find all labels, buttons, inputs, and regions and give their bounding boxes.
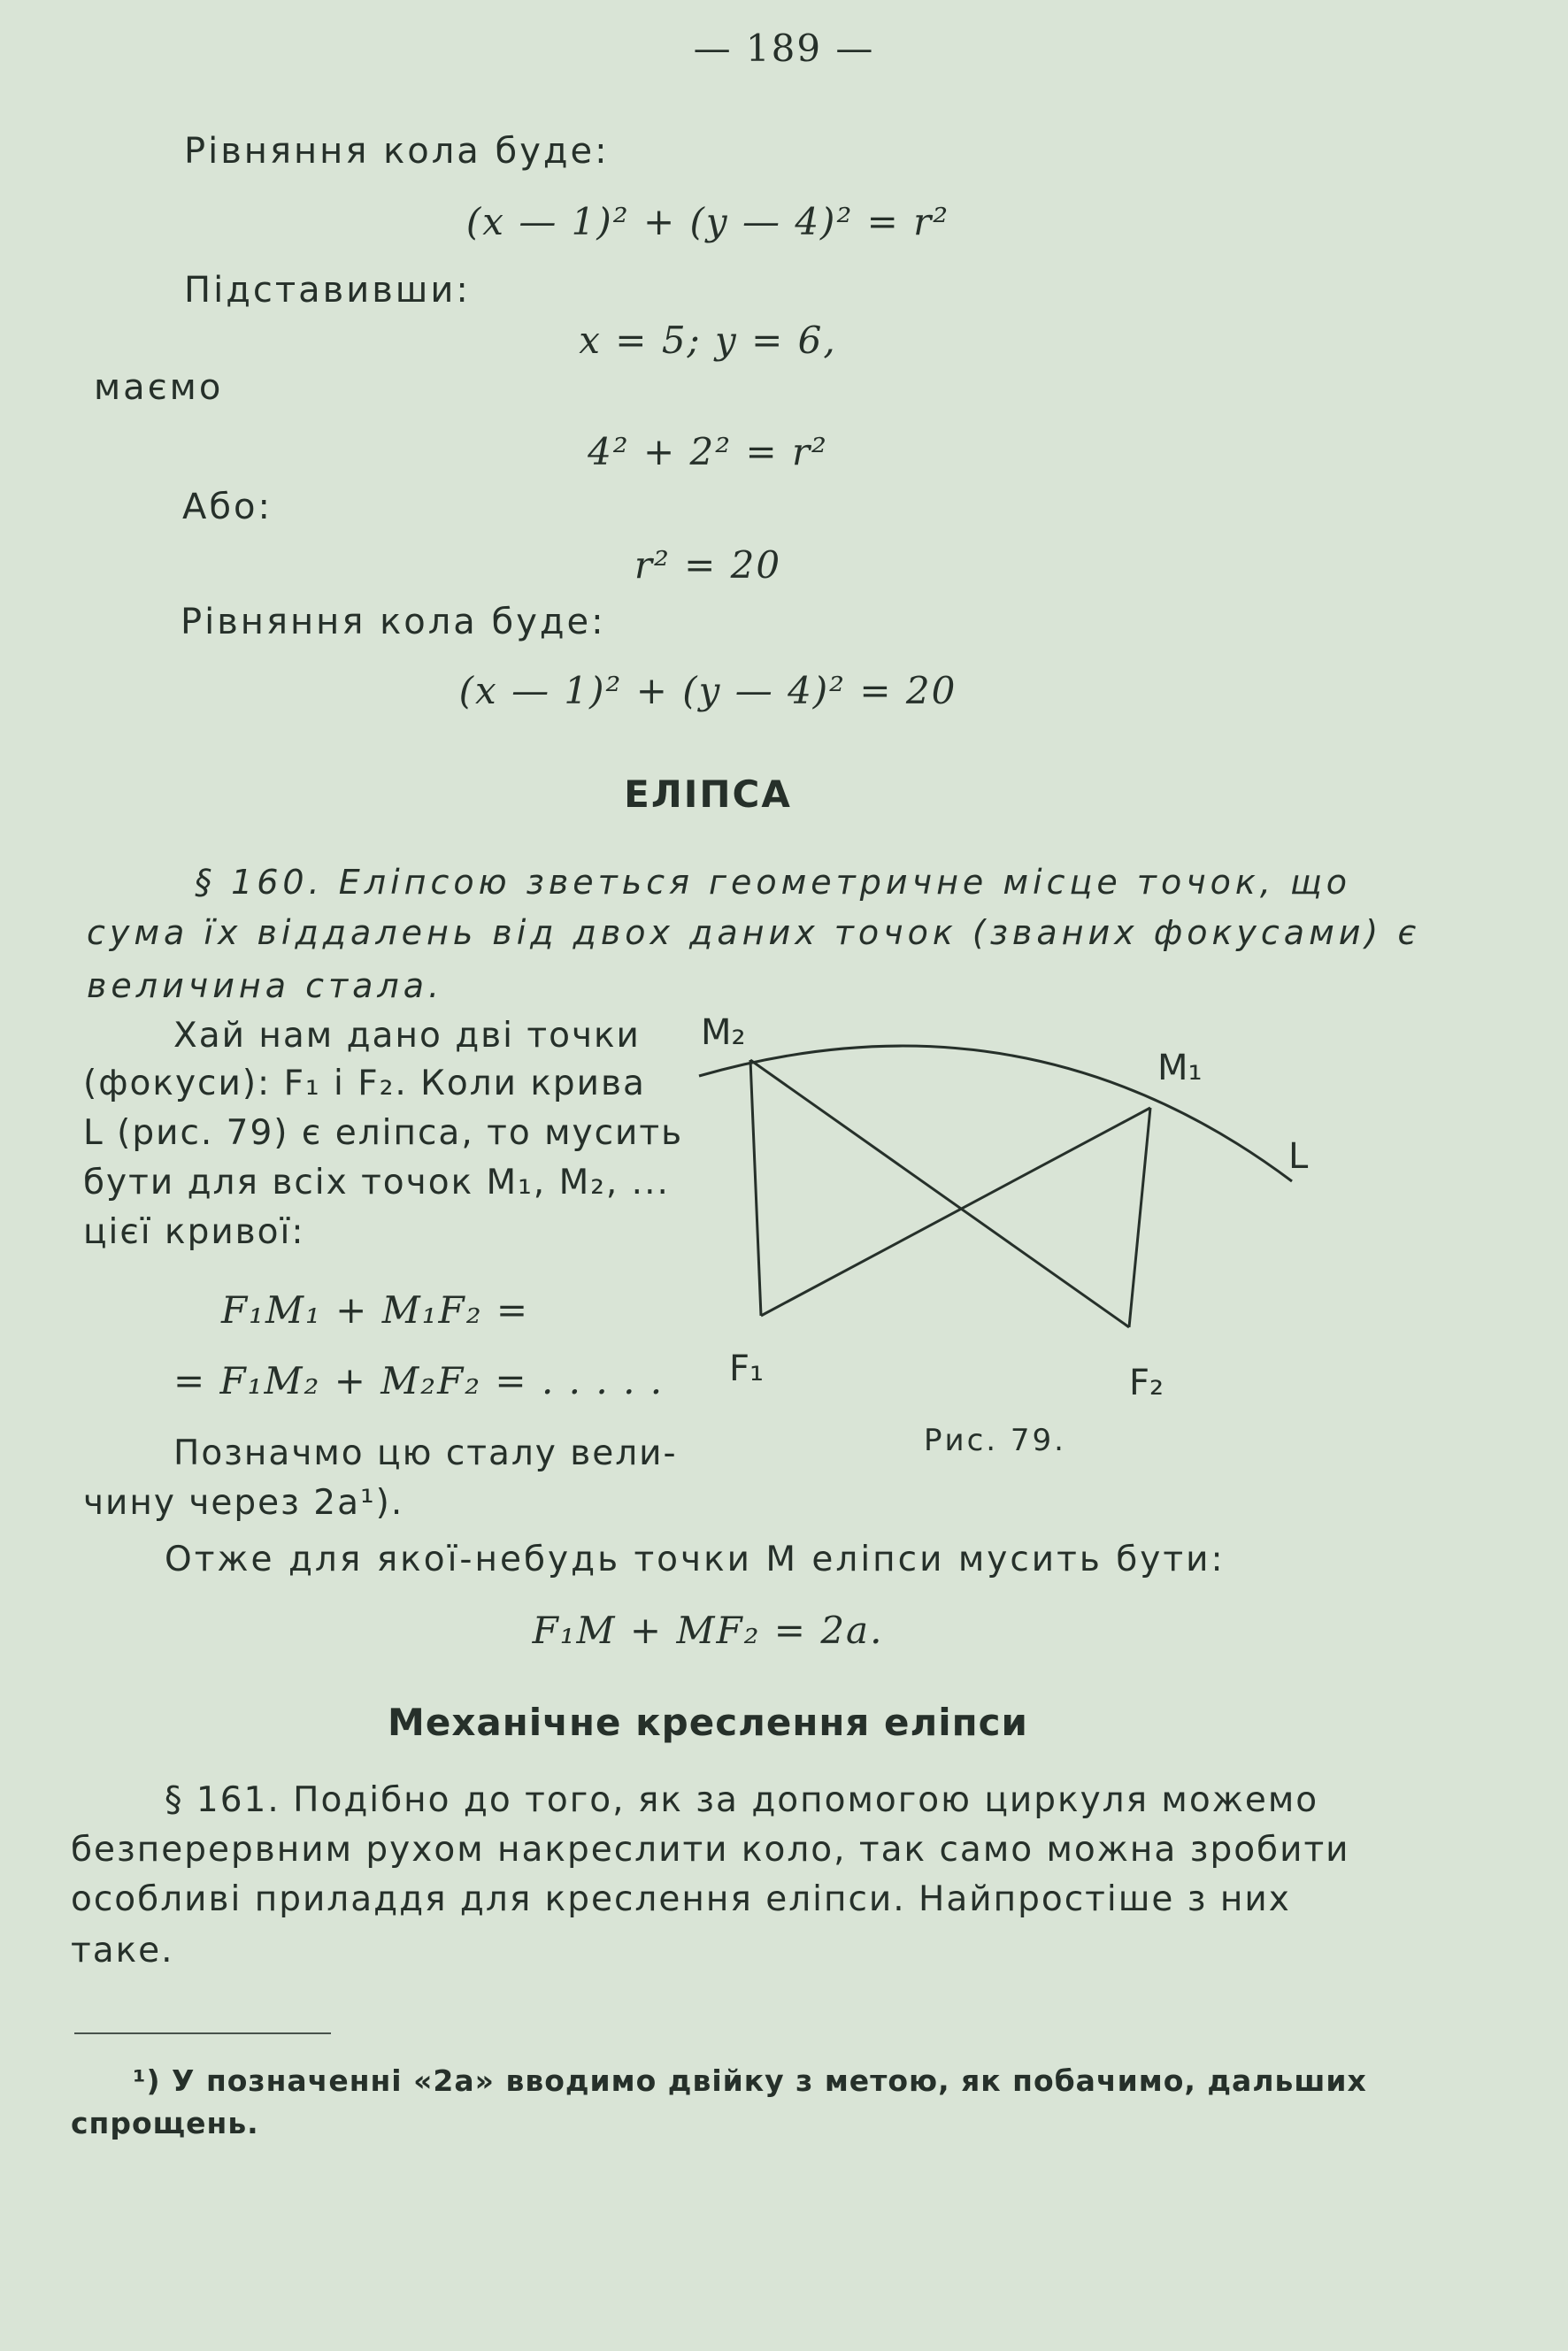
equation-circle-general: (x — 1)² + (y — 4)² = r² [465, 200, 950, 243]
equation-focal-sum-2: = F₁M₂ + M₂F₂ = . . . . . [173, 1359, 665, 1402]
definition-line-3: величина стала. [87, 966, 444, 1005]
text-or: Або: [182, 487, 273, 527]
para-161-line-3: особливі приладдя для креслення еліпси. Найпростіше з них [71, 1879, 1291, 1919]
definition-line-2: сума їх віддалень від двох даних точок (званих фокусами) є [87, 913, 1421, 952]
segment-m2-f1 [750, 1060, 761, 1316]
equation-ellipse-definition: F₁M + MF₂ = 2a. [532, 1609, 884, 1652]
figure-79-ellipse-diagram [690, 1009, 1345, 1469]
footnote-separator [74, 2032, 331, 2034]
side-text-line-6: Позначмо цю сталу вели- [173, 1433, 678, 1473]
curve-l [699, 1046, 1292, 1181]
section-heading-ellipse: ЕЛІПСА [624, 772, 792, 816]
definition-line-1: § 160. Еліпсою зветься геометричне місце точок, що [195, 863, 1352, 902]
side-text-line-3: L (рис. 79) є еліпса, то мусить [83, 1113, 684, 1153]
label-m1: M₁ [1157, 1048, 1203, 1088]
label-m2: M₂ [701, 1012, 746, 1053]
label-f2: F₂ [1129, 1363, 1164, 1403]
text-circle-equation-intro: Рівняння кола буде: [184, 131, 610, 172]
label-l: L [1288, 1136, 1309, 1177]
side-text-line-2: (фокуси): F₁ і F₂. Коли крива [83, 1064, 646, 1103]
segment-m2-f2 [750, 1060, 1129, 1327]
text-substituting: Підставивши: [184, 270, 471, 311]
segment-m1-f2 [1129, 1108, 1150, 1327]
equation-point-values: x = 5; y = 6, [579, 319, 837, 362]
side-text-line-4: бути для всіх точок M₁, M₂, ... [83, 1163, 670, 1202]
text-for-any-point: Отже для якої-небудь точки M еліпси мусить бути: [165, 1540, 1226, 1579]
footnote-line-2: спрощень. [71, 2106, 259, 2140]
equation-circle-final: (x — 1)² + (y — 4)² = 20 [458, 669, 957, 712]
side-text-line-7: чину через 2a¹). [83, 1483, 404, 1523]
segment-m1-f1 [761, 1108, 1150, 1316]
label-f1: F₁ [729, 1348, 765, 1389]
side-text-line-1: Хай нам дано дві точки [173, 1016, 641, 1056]
para-161-line-2: безперервним рухом накреслити коло, так само можна зробити [71, 1830, 1350, 1870]
page-number: — 189 — [693, 27, 875, 70]
footnote-line-1: ¹) У позначенні «2a» вводимо двійку з метою, як побачимо, дальших [133, 2063, 1367, 2098]
para-161-line-1: § 161. Подібно до того, як за допомогою циркуля можемо [165, 1780, 1319, 1820]
side-text-line-5: цієї кривої: [83, 1212, 305, 1252]
text-circle-equation-final-intro: Рівняння кола буде: [181, 602, 606, 642]
equation-radius-value: r² = 20 [634, 543, 782, 587]
figure-caption: Рис. 79. [924, 1423, 1066, 1458]
section-heading-mechanical-drawing: Механічне креслення еліпси [388, 1701, 1028, 1744]
equation-focal-sum-1: F₁M₁ + M₁F₂ = [221, 1288, 530, 1332]
equation-radius-sum: 4² + 2² = r² [588, 430, 828, 473]
text-we-have: маємо [94, 367, 224, 408]
para-161-line-4: таке. [71, 1931, 174, 1971]
